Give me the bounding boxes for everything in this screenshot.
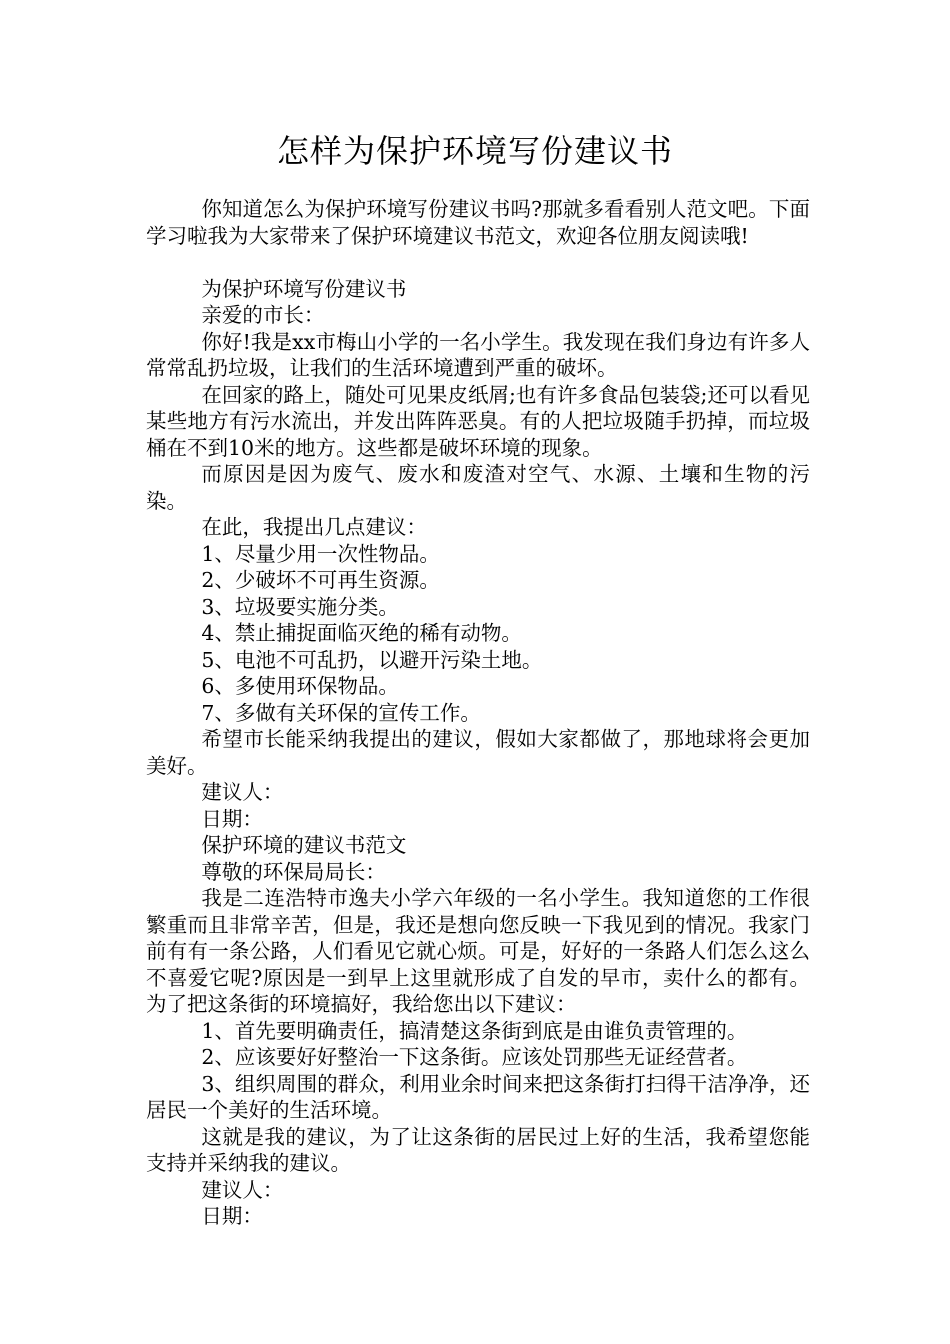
- paragraph: 日期：: [201, 806, 263, 831]
- document-title: 怎样为保护环境写份建议书: [276, 132, 673, 170]
- paragraph: 亲爱的市长：: [201, 303, 325, 327]
- paragraph: 在回家的路上，随处可见果皮纸屑;也有许多食品包装袋;还可以看见某些地方有污水流出，并发出阵阵恶臭。有的人把垃圾随手扔掉，而垃圾桶在不到10米的地方。这些都是破坏环境的现象。: [146, 382, 810, 460]
- paragraph: 2、少破坏不可再生资源。: [201, 568, 440, 592]
- paragraph: 我是二连浩特市逸夫小学六年级的一名小学生。我知道您的工作很繁重而且非常辛苦，但是，我还是想向您反映一下我见到的情况。我家门前有有一条公路，人们看见它就心烦。可是，好好的一条路人们怎么这么不喜爱它呢?原因是一到早上这里就形成了自发的早市，卖什么的都有。为了把这条街的环境搞好，我给您出以下建议：: [146, 886, 810, 1016]
- paragraph: 1、尽量少用一次性物品。: [201, 541, 440, 566]
- paragraph: 建议人：: [201, 1177, 284, 1202]
- paragraph: 1、首先要明确责任，搞清楚这条街到底是由谁负责管理的。: [201, 1018, 748, 1043]
- paragraph: 这就是我的建议，为了让这条街的居民过上好的生活，我希望您能支持并采纳我的建议。: [146, 1124, 810, 1175]
- paragraph: 3、垃圾要实施分类。: [201, 594, 399, 619]
- paragraph: 5、电池不可乱扔，以避开污染土地。: [201, 647, 543, 672]
- paragraph: 日期：: [201, 1204, 263, 1228]
- paragraph: 为保护环境写份建议书: [201, 276, 407, 301]
- document-body: [146, 196, 810, 1230]
- paragraph: 4、禁止捕捉面临灭绝的稀有动物。: [201, 621, 522, 645]
- paragraph: 6、多使用环保物品。: [201, 674, 399, 698]
- paragraph: 保护环境的建议书范文: [201, 833, 407, 857]
- paragraph: 希望市长能采纳我提出的建议，假如大家都做了，那地球将会更加美好。: [146, 727, 810, 778]
- paragraph: 2、应该要好好整治一下这条街。应该处罚那些无证经营者。: [201, 1045, 748, 1069]
- paragraph: 在此，我提出几点建议：: [201, 515, 427, 539]
- paragraph: 你知道怎么为保护环境写份建议书吗?那就多看看别人范文吧。下面学习啦我为大家带来了保护环境建议书范文，欢迎各位朋友阅读哦!: [146, 197, 810, 248]
- paragraph: 尊敬的环保局局长：: [201, 859, 386, 884]
- blank-line: [146, 249, 810, 276]
- paragraph: 而原因是因为废气、废水和废渣对空气、水源、土壤和生物的污染。: [146, 462, 810, 513]
- paragraph: 7、多做有关环保的宣传工作。: [201, 700, 481, 725]
- paragraph: 你好!我是xx市梅山小学的一名小学生。我发现在我们身边有许多人常常乱扔垃圾，让我们的生活环境遭到严重的破坏。: [146, 329, 810, 380]
- paragraph: 3、组织周围的群众，利用业余时间来把这条街打扫得干洁净净，还居民一个美好的生活环境。: [146, 1071, 810, 1122]
- paragraph: 建议人：: [201, 780, 284, 804]
